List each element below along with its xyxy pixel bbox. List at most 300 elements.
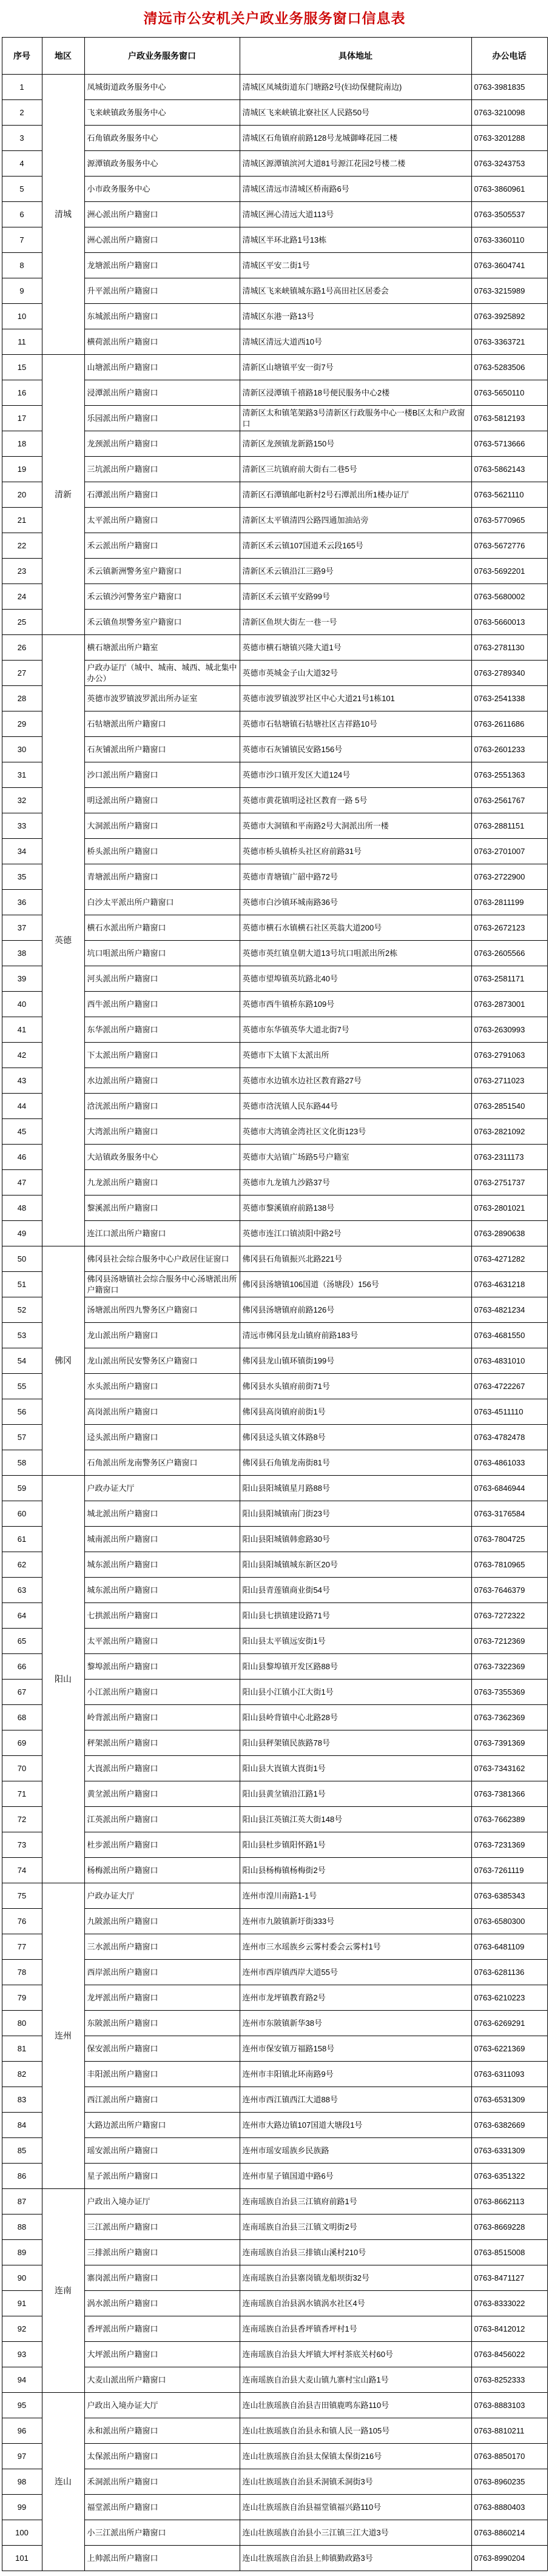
row-index: 27 xyxy=(2,661,42,686)
office-phone: 0763-3360110 xyxy=(471,227,547,253)
row-index: 17 xyxy=(2,406,42,431)
office-phone: 0763-4511110 xyxy=(471,1399,547,1425)
row-index: 79 xyxy=(2,1985,42,2011)
address: 清城区石角镇府前路128号龙城御峰花园二楼 xyxy=(240,126,471,151)
office-phone: 0763-2890638 xyxy=(471,1221,547,1246)
service-window-name: 禾云派出所户籍窗口 xyxy=(84,533,240,559)
row-index: 55 xyxy=(2,1374,42,1399)
table-row xyxy=(2,1246,547,1272)
service-window-name: 东华派出所户籍窗口 xyxy=(84,1017,240,1043)
address: 英德市桥头镇桥头社区府前路31号 xyxy=(240,839,471,864)
address: 英德市青塘镇广韶中路72号 xyxy=(240,864,471,890)
service-window-name: 迳头派出所户籍窗口 xyxy=(84,1425,240,1450)
row-index: 8 xyxy=(2,253,42,278)
office-phone: 0763-2801021 xyxy=(471,1196,547,1221)
office-phone: 0763-8515008 xyxy=(471,2240,547,2265)
row-index: 86 xyxy=(2,2164,42,2189)
row-index: 38 xyxy=(2,941,42,966)
service-window-name: 大站镇政务服务中心 xyxy=(84,1145,240,1170)
office-phone: 0763-7646379 xyxy=(471,1578,547,1603)
office-phone: 0763-6580300 xyxy=(471,1909,547,1934)
service-window-name: 东陂派出所户籍窗口 xyxy=(84,2011,240,2036)
service-window-name: 九陂派出所户籍窗口 xyxy=(84,1909,240,1934)
address: 英德市大站镇广场路5号户籍室 xyxy=(240,1145,471,1170)
address: 连州市丰阳镇北环南路9号 xyxy=(240,2062,471,2087)
service-window-name: 横石塘派出所户籍室 xyxy=(84,635,240,661)
page-title: 清远市公安机关户政业务服务窗口信息表 xyxy=(143,10,406,26)
row-index: 83 xyxy=(2,2087,42,2113)
row-index: 1 xyxy=(2,75,42,100)
address: 连州市湟川南路1-1号 xyxy=(240,1883,471,1909)
address: 阳山县江英镇江英大街148号 xyxy=(240,1807,471,1832)
service-window-name: 户政出入境办证大厅 xyxy=(84,2393,240,2418)
row-index: 96 xyxy=(2,2418,42,2444)
address: 连州市东陂镇新华38号 xyxy=(240,2011,471,2036)
address: 清城区清远大道西10号 xyxy=(240,329,471,355)
office-phone: 0763-6210223 xyxy=(471,1985,547,2011)
address: 清城区清远市清城区桥南路6号 xyxy=(240,177,471,202)
office-phone: 0763-2791063 xyxy=(471,1043,547,1068)
service-window-name: 杨梅派出所户籍窗口 xyxy=(84,1858,240,1883)
office-phone: 0763-3604741 xyxy=(471,253,547,278)
address: 英德市白沙镇环城南路36号 xyxy=(240,890,471,915)
address: 阳山县黎埠镇开发区路88号 xyxy=(240,1654,471,1680)
address: 英德市横石塘镇兴隆大道1号 xyxy=(240,635,471,661)
address: 清新区山塘镇平安一街7号 xyxy=(240,355,471,380)
office-phone: 0763-5812193 xyxy=(471,406,547,431)
office-phone: 0763-2311173 xyxy=(471,1145,547,1170)
service-window-name: 三排派出所户籍窗口 xyxy=(84,2240,240,2265)
service-window-name: 龙山派出所民安警务区户籍窗口 xyxy=(84,1348,240,1374)
service-window-name: 升平派出所户籍窗口 xyxy=(84,278,240,304)
service-window-name: 小三江派出所户籍窗口 xyxy=(84,2520,240,2546)
row-index: 2 xyxy=(2,100,42,126)
header-row xyxy=(2,38,547,75)
office-phone: 0763-3860961 xyxy=(471,177,547,202)
office-phone: 0763-3176584 xyxy=(471,1501,547,1527)
row-index: 94 xyxy=(2,2367,42,2393)
office-phone: 0763-5680002 xyxy=(471,584,547,610)
row-index: 88 xyxy=(2,2214,42,2240)
row-index: 7 xyxy=(2,227,42,253)
address: 连州市星子镇国道中路6号 xyxy=(240,2164,471,2189)
office-phone: 0763-2821092 xyxy=(471,1119,547,1145)
address: 英德市英红镇皇朝大道13号坑口咀派出所2栋 xyxy=(240,941,471,966)
row-index: 54 xyxy=(2,1348,42,1374)
address: 英德市九龙镇九沙路37号 xyxy=(240,1170,471,1196)
row-index: 36 xyxy=(2,890,42,915)
office-phone: 0763-2781130 xyxy=(471,635,547,661)
row-index: 39 xyxy=(2,966,42,992)
service-window-name: 大崀派出所户籍窗口 xyxy=(84,1756,240,1781)
row-index: 73 xyxy=(2,1832,42,1858)
address: 佛冈县迳头镇文体路8号 xyxy=(240,1425,471,1450)
address: 清城区源潭镇滨河大道81号源江花园2号楼二楼 xyxy=(240,151,471,177)
office-phone: 0763-8960235 xyxy=(471,2469,547,2495)
service-window-name: 坑口咀派出所户籍窗口 xyxy=(84,941,240,966)
office-phone: 0763-8412012 xyxy=(471,2316,547,2342)
address: 连南瑶族自治县大坪镇大坪村茶底关村60号 xyxy=(240,2342,471,2367)
office-phone: 0763-8471127 xyxy=(471,2265,547,2291)
service-window-name: 沙口派出所户籍窗口 xyxy=(84,762,240,788)
address: 连南瑶族自治县涡水镇涡水社区4号 xyxy=(240,2291,471,2316)
row-index: 59 xyxy=(2,1476,42,1501)
office-phone: 0763-3243753 xyxy=(471,151,547,177)
office-phone: 0763-2630993 xyxy=(471,1017,547,1043)
row-index: 101 xyxy=(2,2546,42,2571)
service-window-name: 大坪派出所户籍窗口 xyxy=(84,2342,240,2367)
row-index: 10 xyxy=(2,304,42,329)
office-phone: 0763-7804725 xyxy=(471,1527,547,1552)
service-window-name: 城南派出所户籍窗口 xyxy=(84,1527,240,1552)
office-phone: 0763-8669228 xyxy=(471,2214,547,2240)
service-window-name: 大路边派出所户籍窗口 xyxy=(84,2113,240,2138)
row-index: 26 xyxy=(2,635,42,661)
row-index: 70 xyxy=(2,1756,42,1781)
office-phone: 0763-7391369 xyxy=(471,1730,547,1756)
row-index: 68 xyxy=(2,1705,42,1730)
service-window-name: 禾云镇沙河警务室户籍窗口 xyxy=(84,584,240,610)
service-window-name: 禾云镇新洲警务室户籍窗口 xyxy=(84,559,240,584)
table-row xyxy=(2,635,547,661)
address: 英德市水边镇水边社区教育路27号 xyxy=(240,1068,471,1094)
region-label: 连山 xyxy=(42,2393,84,2571)
row-index: 81 xyxy=(2,2036,42,2062)
service-window-name: 户政办证厅（城中、城南、城西、城北集中办公） xyxy=(84,661,240,686)
office-phone: 0763-3215989 xyxy=(471,278,547,304)
column-header-4: 办公电话 xyxy=(471,38,547,75)
office-phone: 0763-8252333 xyxy=(471,2367,547,2393)
service-window-name: 永和派出所户籍窗口 xyxy=(84,2418,240,2444)
office-phone: 0763-8880403 xyxy=(471,2495,547,2520)
address: 连山壮族瑶族自治县上帅镇勤政路3号 xyxy=(240,2546,471,2571)
table-row xyxy=(2,75,547,100)
address: 连山壮族瑶族自治县太保镇太保街216号 xyxy=(240,2444,471,2469)
row-index: 18 xyxy=(2,431,42,457)
row-index: 57 xyxy=(2,1425,42,1450)
office-phone: 0763-3981835 xyxy=(471,75,547,100)
address: 连州市瑶安瑶族乡民族路 xyxy=(240,2138,471,2164)
row-index: 23 xyxy=(2,559,42,584)
address: 连山壮族瑶族自治县小三江镇三江大道3号 xyxy=(240,2520,471,2546)
row-index: 61 xyxy=(2,1527,42,1552)
office-phone: 0763-6221369 xyxy=(471,2036,547,2062)
address: 连南瑶族自治县大麦山镇九寨村宝山路1号 xyxy=(240,2367,471,2393)
office-phone: 0763-6281136 xyxy=(471,1960,547,1985)
service-window-name: 黄坌派出所户籍窗口 xyxy=(84,1781,240,1807)
row-index: 29 xyxy=(2,711,42,737)
service-window-name: 佛冈县社会综合服务中心户政居住证窗口 xyxy=(84,1246,240,1272)
address: 连南瑶族自治县香坪镇香坪村1号 xyxy=(240,2316,471,2342)
row-index: 92 xyxy=(2,2316,42,2342)
address: 英德市英城金子山大道32号 xyxy=(240,661,471,686)
row-index: 80 xyxy=(2,2011,42,2036)
service-window-name: 龙山派出所户籍窗口 xyxy=(84,1323,240,1348)
service-window-name: 浛洸派出所户籍窗口 xyxy=(84,1094,240,1119)
row-index: 82 xyxy=(2,2062,42,2087)
service-window-name: 西岸派出所户籍窗口 xyxy=(84,1960,240,1985)
service-window-name: 黎埠派出所户籍窗口 xyxy=(84,1654,240,1680)
address: 英德市石灰铺镇民安路156号 xyxy=(240,737,471,762)
office-phone: 0763-3363721 xyxy=(471,329,547,355)
address: 佛冈县高岗镇府前街1号 xyxy=(240,1399,471,1425)
address: 清城区凤城街道东门塘路2号(妇幼保健院南边) xyxy=(240,75,471,100)
office-phone: 0763-7810965 xyxy=(471,1552,547,1578)
row-index: 65 xyxy=(2,1629,42,1654)
table-row xyxy=(2,2189,547,2214)
row-index: 64 xyxy=(2,1603,42,1629)
address: 佛冈县水头镇府前街71号 xyxy=(240,1374,471,1399)
row-index: 84 xyxy=(2,2113,42,2138)
service-window-name: 户政办证大厅 xyxy=(84,1476,240,1501)
address: 清城区半环北路1号13栋 xyxy=(240,227,471,253)
address: 连山壮族瑶族自治县福堂镇福兴路110号 xyxy=(240,2495,471,2520)
row-index: 6 xyxy=(2,202,42,227)
row-index: 28 xyxy=(2,686,42,711)
row-index: 19 xyxy=(2,457,42,482)
office-phone: 0763-7662389 xyxy=(471,1807,547,1832)
office-phone: 0763-5770965 xyxy=(471,508,547,533)
office-phone: 0763-8456022 xyxy=(471,2342,547,2367)
office-phone: 0763-8850170 xyxy=(471,2444,547,2469)
office-phone: 0763-2541338 xyxy=(471,686,547,711)
address: 清城区飞来峡镇北寮社区人民路50号 xyxy=(240,100,471,126)
service-window-name: 白沙太平派出所户籍窗口 xyxy=(84,890,240,915)
office-phone: 0763-7362369 xyxy=(471,1705,547,1730)
row-index: 74 xyxy=(2,1858,42,1883)
address: 连州市大路边镇107国道大塘段1号 xyxy=(240,2113,471,2138)
service-window-name: 黎溪派出所户籍窗口 xyxy=(84,1196,240,1221)
office-phone: 0763-5283506 xyxy=(471,355,547,380)
row-index: 25 xyxy=(2,610,42,635)
office-phone: 0763-2711023 xyxy=(471,1068,547,1094)
region-label: 阳山 xyxy=(42,1476,84,1883)
row-index: 11 xyxy=(2,329,42,355)
office-phone: 0763-2611686 xyxy=(471,711,547,737)
address: 清新区石潭镇邮电新村2号石潭派出所1楼办证厅 xyxy=(240,482,471,508)
service-window-name: 横石水派出所户籍窗口 xyxy=(84,915,240,941)
office-phone: 0763-8883103 xyxy=(471,2393,547,2418)
service-window-name: 石牯塘派出所户籍窗口 xyxy=(84,711,240,737)
office-phone: 0763-2789340 xyxy=(471,661,547,686)
office-phone: 0763-4722267 xyxy=(471,1374,547,1399)
row-index: 47 xyxy=(2,1170,42,1196)
row-index: 85 xyxy=(2,2138,42,2164)
office-phone: 0763-4861033 xyxy=(471,1450,547,1476)
service-window-name: 太平派出所户籍窗口 xyxy=(84,1629,240,1654)
service-window-name: 凤城街道政务服务中心 xyxy=(84,75,240,100)
service-window-name: 青塘派出所户籍窗口 xyxy=(84,864,240,890)
service-window-name: 小江派出所户籍窗口 xyxy=(84,1680,240,1705)
address: 阳山县阳城镇南门街23号 xyxy=(240,1501,471,1527)
service-window-name: 寨岗派出所户籍窗口 xyxy=(84,2265,240,2291)
office-phone: 0763-4782478 xyxy=(471,1425,547,1450)
office-phone: 0763-6481109 xyxy=(471,1934,547,1960)
service-window-name: 高岗派出所户籍窗口 xyxy=(84,1399,240,1425)
address: 英德市黄花镇明迳社区教育一路 5号 xyxy=(240,788,471,813)
service-window-name: 上帅派出所户籍窗口 xyxy=(84,2546,240,2571)
service-window-name: 飞来峡镇政务服务中心 xyxy=(84,100,240,126)
office-phone: 0763-4271282 xyxy=(471,1246,547,1272)
address: 清新区太平镇清四公路四通加油站旁 xyxy=(240,508,471,533)
row-index: 35 xyxy=(2,864,42,890)
address: 佛冈县石角镇龙南街81号 xyxy=(240,1450,471,1476)
service-window-name: 洲心派出所户籍窗口 xyxy=(84,227,240,253)
office-phone: 0763-3925892 xyxy=(471,304,547,329)
address: 清新区禾云镇107国道禾云段165号 xyxy=(240,533,471,559)
office-phone: 0763-8990204 xyxy=(471,2546,547,2571)
row-index: 75 xyxy=(2,1883,42,1909)
row-index: 76 xyxy=(2,1909,42,1934)
address: 英德市西牛镇桥东路109号 xyxy=(240,992,471,1017)
service-window-name: 城东派出所户籍窗口 xyxy=(84,1578,240,1603)
table-row xyxy=(2,1883,547,1909)
row-index: 43 xyxy=(2,1068,42,1094)
row-index: 78 xyxy=(2,1960,42,1985)
address: 阳山县七拱镇建设路71号 xyxy=(240,1603,471,1629)
address: 连南瑶族自治县三江镇文明街2号 xyxy=(240,2214,471,2240)
row-index: 37 xyxy=(2,915,42,941)
address: 英德市东华镇英华大道北街7号 xyxy=(240,1017,471,1043)
address: 英德市大湾镇金湾社区文化街123号 xyxy=(240,1119,471,1145)
row-index: 90 xyxy=(2,2265,42,2291)
office-phone: 0763-5672776 xyxy=(471,533,547,559)
service-window-name: 三坑派出所户籍窗口 xyxy=(84,457,240,482)
office-phone: 0763-6531309 xyxy=(471,2087,547,2113)
row-index: 77 xyxy=(2,1934,42,1960)
row-index: 51 xyxy=(2,1272,42,1297)
office-phone: 0763-5692201 xyxy=(471,559,547,584)
service-window-name: 江英派出所户籍窗口 xyxy=(84,1807,240,1832)
row-index: 66 xyxy=(2,1654,42,1680)
service-window-name: 英德市波罗镇波罗派出所办证室 xyxy=(84,686,240,711)
row-index: 93 xyxy=(2,2342,42,2367)
service-window-name: 汤塘派出所四九警务区户籍窗口 xyxy=(84,1297,240,1323)
service-window-name: 下太派出所户籍窗口 xyxy=(84,1043,240,1068)
service-window-name: 水边派出所户籍窗口 xyxy=(84,1068,240,1094)
office-phone: 0763-2811199 xyxy=(471,890,547,915)
row-index: 30 xyxy=(2,737,42,762)
row-index: 87 xyxy=(2,2189,42,2214)
address: 连州市西江镇西江大道88号 xyxy=(240,2087,471,2113)
office-phone: 0763-6269291 xyxy=(471,2011,547,2036)
address: 佛冈县龙山镇环镇街199号 xyxy=(240,1348,471,1374)
service-window-name: 连江口派出所户籍窗口 xyxy=(84,1221,240,1246)
office-phone: 0763-7322369 xyxy=(471,1654,547,1680)
office-phone: 0763-2751737 xyxy=(471,1170,547,1196)
office-phone: 0763-5660013 xyxy=(471,610,547,635)
service-window-name: 香坪派出所户籍窗口 xyxy=(84,2316,240,2342)
address: 连南瑶族自治县三排镇山溪村210号 xyxy=(240,2240,471,2265)
address: 英德市浛洸镇人民东路44号 xyxy=(240,1094,471,1119)
column-header-0: 序号 xyxy=(2,38,42,75)
row-index: 67 xyxy=(2,1680,42,1705)
service-window-name: 龙颈派出所户籍窗口 xyxy=(84,431,240,457)
region-label: 连州 xyxy=(42,1883,84,2189)
row-index: 95 xyxy=(2,2393,42,2418)
service-window-name: 桥头派出所户籍窗口 xyxy=(84,839,240,864)
office-phone: 0763-2605566 xyxy=(471,941,547,966)
row-index: 99 xyxy=(2,2495,42,2520)
office-phone: 0763-2873001 xyxy=(471,992,547,1017)
office-phone: 0763-8860214 xyxy=(471,2520,547,2546)
service-window-name: 福堂派出所户籍窗口 xyxy=(84,2495,240,2520)
address: 连南瑶族自治县三江镇府前路1号 xyxy=(240,2189,471,2214)
office-phone: 0763-5621110 xyxy=(471,482,547,508)
office-phone: 0763-8810211 xyxy=(471,2418,547,2444)
row-index: 72 xyxy=(2,1807,42,1832)
service-window-name: 大洞派出所户籍窗口 xyxy=(84,813,240,839)
row-index: 97 xyxy=(2,2444,42,2469)
region-label: 清新 xyxy=(42,355,84,635)
row-index: 69 xyxy=(2,1730,42,1756)
address: 清城区东港一路13号 xyxy=(240,304,471,329)
service-window-name: 太平派出所户籍窗口 xyxy=(84,508,240,533)
office-phone: 0763-6382669 xyxy=(471,2113,547,2138)
office-phone: 0763-3505537 xyxy=(471,202,547,227)
office-phone: 0763-7231369 xyxy=(471,1832,547,1858)
address: 阳山县青莲镇商业街54号 xyxy=(240,1578,471,1603)
row-index: 34 xyxy=(2,839,42,864)
office-phone: 0763-3201288 xyxy=(471,126,547,151)
service-window-name: 石角派出所龙南警务区户籍窗口 xyxy=(84,1450,240,1476)
address: 清新区龙颈镇龙新路150号 xyxy=(240,431,471,457)
address: 英德市下太镇下太派出所 xyxy=(240,1043,471,1068)
row-index: 15 xyxy=(2,355,42,380)
address: 清新区三坑镇府前大街右二巷5号 xyxy=(240,457,471,482)
address: 清城区飞来峡镇城东路1号高田社区居委会 xyxy=(240,278,471,304)
service-window-name: 九龙派出所户籍窗口 xyxy=(84,1170,240,1196)
service-window-name: 浸潭派出所户籍窗口 xyxy=(84,380,240,406)
column-header-1: 地区 xyxy=(42,38,84,75)
row-index: 71 xyxy=(2,1781,42,1807)
service-window-name: 禾洞派出所户籍窗口 xyxy=(84,2469,240,2495)
service-window-name: 龙塘派出所户籍窗口 xyxy=(84,253,240,278)
office-phone: 0763-7381366 xyxy=(471,1781,547,1807)
address: 阳山县秤架镇民族路78号 xyxy=(240,1730,471,1756)
service-window-name: 保安派出所户籍窗口 xyxy=(84,2036,240,2062)
service-window-name: 河头派出所户籍窗口 xyxy=(84,966,240,992)
address: 英德市沙口镇开发区大道124号 xyxy=(240,762,471,788)
office-phone: 0763-4821234 xyxy=(471,1297,547,1323)
address: 英德市横石水镇横石社区英翁大道200号 xyxy=(240,915,471,941)
row-index: 20 xyxy=(2,482,42,508)
row-index: 24 xyxy=(2,584,42,610)
row-index: 91 xyxy=(2,2291,42,2316)
row-index: 58 xyxy=(2,1450,42,1476)
address: 连山壮族瑶族自治县吉田镇鹿鸣东路110号 xyxy=(240,2393,471,2418)
office-phone: 0763-4631218 xyxy=(471,1272,547,1297)
address: 清新区禾云镇平安路99号 xyxy=(240,584,471,610)
row-index: 3 xyxy=(2,126,42,151)
service-window-name: 太保派出所户籍窗口 xyxy=(84,2444,240,2469)
service-window-name: 石潭派出所户籍窗口 xyxy=(84,482,240,508)
office-phone: 0763-8333022 xyxy=(471,2291,547,2316)
service-window-name: 小市政务服务中心 xyxy=(84,177,240,202)
address: 阳山县阳城镇星月路88号 xyxy=(240,1476,471,1501)
office-phone: 0763-6331309 xyxy=(471,2138,547,2164)
row-index: 98 xyxy=(2,2469,42,2495)
address: 连山壮族瑶族自治县永和镇人民一路105号 xyxy=(240,2418,471,2444)
service-window-name: 瑶安派出所户籍窗口 xyxy=(84,2138,240,2164)
service-window-name: 户政办证大厅 xyxy=(84,1883,240,1909)
row-index: 9 xyxy=(2,278,42,304)
service-window-name: 户政出入境办证厅 xyxy=(84,2189,240,2214)
office-phone: 0763-6311093 xyxy=(471,2062,547,2087)
service-window-name: 杜步派出所户籍窗口 xyxy=(84,1832,240,1858)
table-row xyxy=(2,2393,547,2418)
address: 阳山县杨梅镇杨梅街2号 xyxy=(240,1858,471,1883)
